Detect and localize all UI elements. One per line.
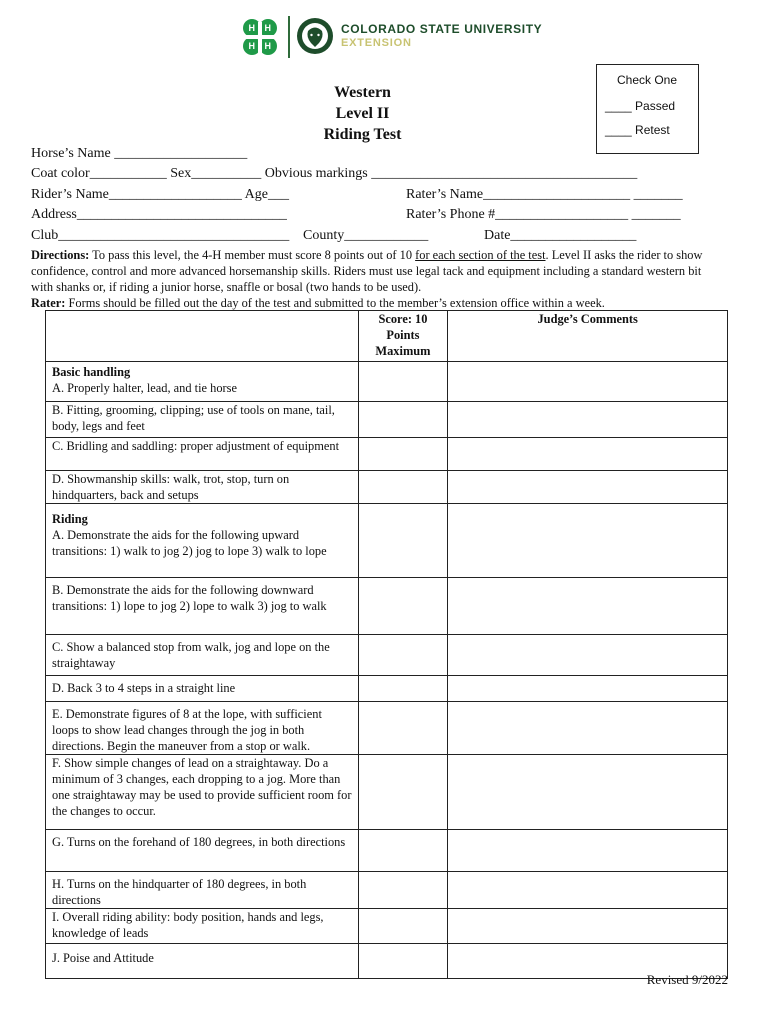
criterion-cell: C. Bridling and saddling: proper adjustment of equipment <box>46 438 359 471</box>
score-cell[interactable] <box>358 578 448 635</box>
rater-note <box>31 295 731 311</box>
rubric-table <box>45 310 728 979</box>
org-division: EXTENSION <box>341 37 412 49</box>
score-cell[interactable] <box>358 471 448 504</box>
header-blank-cell <box>46 311 359 362</box>
criterion-text: A. Properly halter, lead, and tie horse <box>52 381 237 395</box>
comments-cell[interactable] <box>448 830 728 872</box>
score-header-line-2: Points <box>386 328 420 342</box>
criterion-cell: H. Turns on the hindquarter of 180 degrees, in both directions <box>46 872 359 909</box>
comments-cell[interactable] <box>448 504 728 578</box>
table-row <box>46 755 728 830</box>
score-cell[interactable] <box>358 909 448 944</box>
date-field[interactable]: Date__________________ <box>484 228 637 243</box>
table-header-row <box>46 311 728 362</box>
address-field[interactable]: Address______________________________ <box>31 207 287 222</box>
table-row <box>46 872 728 909</box>
comments-cell[interactable] <box>448 702 728 755</box>
comments-cell[interactable] <box>448 635 728 676</box>
retest-option[interactable]: ____ Retest <box>605 123 670 137</box>
riding-heading: Riding <box>52 512 88 526</box>
table-row <box>46 944 728 979</box>
table-row <box>46 676 728 702</box>
table-row <box>46 830 728 872</box>
comments-cell[interactable] <box>448 755 728 830</box>
coat-sex-markings-field[interactable]: Coat color___________ Sex__________ Obvious markings ______________________________________ <box>31 166 638 181</box>
passed-option[interactable]: ____ Passed <box>605 99 676 113</box>
table-row <box>46 471 728 504</box>
revision-date: Revised 9/2022 <box>646 972 728 987</box>
four-h-clover-icon <box>238 17 282 59</box>
criterion-cell: F. Show simple changes of lead on a straightaway. Do a minimum of 3 changes, each dropping to a jog. More than one straightaway may be used to provide sufficient room for the changes to occur. <box>46 755 359 830</box>
comments-header: Judge’s Comments <box>448 311 728 362</box>
table-row <box>46 438 728 471</box>
check-one-box <box>596 64 699 154</box>
score-header <box>358 311 448 362</box>
score-cell[interactable] <box>358 755 448 830</box>
rater-phone-field[interactable]: Rater’s Phone #___________________ _______ <box>406 207 681 222</box>
score-cell[interactable] <box>358 702 448 755</box>
check-one-label: Check One <box>617 73 678 87</box>
table-row <box>46 635 728 676</box>
score-cell[interactable] <box>358 362 448 402</box>
table-row <box>46 702 728 755</box>
svg-text:H: H <box>264 23 271 33</box>
rider-name-age-field[interactable]: Rider’s Name___________________ Age___ <box>31 187 289 202</box>
score-cell[interactable] <box>358 635 448 676</box>
comments-cell[interactable] <box>448 578 728 635</box>
comments-cell[interactable] <box>448 872 728 909</box>
score-cell[interactable] <box>358 830 448 872</box>
page-title <box>300 82 425 145</box>
logo-divider <box>288 16 290 58</box>
criterion-cell: D. Showmanship skills: walk, trot, stop, turn on hindquarters, back and setups <box>46 471 359 504</box>
score-cell[interactable] <box>358 438 448 471</box>
title-line-3: Riding Test <box>323 126 402 143</box>
horse-name-field[interactable]: Horse’s Name ___________________ <box>31 146 248 161</box>
rater-name-field[interactable]: Rater’s Name_____________________ _______ <box>406 187 683 202</box>
directions-paragraph <box>31 247 711 295</box>
basic-handling-heading: Basic handling <box>52 365 131 379</box>
table-row <box>46 362 728 402</box>
criterion-cell: G. Turns on the forehand of 180 degrees, in both directions <box>46 830 359 872</box>
rater-text: Forms should be filled out the day of the test and submitted to the member’s extension office within a week. <box>65 296 605 310</box>
score-cell[interactable] <box>358 944 448 979</box>
directions-underlined: for each section of the test <box>415 248 546 262</box>
title-line-1: Western <box>334 84 391 101</box>
org-name: COLORADO STATE UNIVERSITY <box>341 22 543 36</box>
criterion-cell <box>46 362 359 402</box>
score-header-line-3: Maximum <box>375 344 431 358</box>
comments-cell[interactable] <box>448 471 728 504</box>
criterion-cell: B. Demonstrate the aids for the following downward transitions: 1) lope to jog 2) lope to walk 3) jog to walk <box>46 578 359 635</box>
rater-label: Rater: <box>31 296 66 310</box>
criterion-cell: B. Fitting, grooming, clipping; use of tools on mane, tail, body, legs and feet <box>46 402 359 438</box>
csu-ram-seal-icon <box>296 17 334 55</box>
criterion-cell <box>46 504 359 578</box>
score-cell[interactable] <box>358 504 448 578</box>
directions-text-2: . Level II asks the rider to show confidence, control and more advanced horsemanship skills. Riders must use legal tack and equipment including a standard western bit with shanks or, if riding a junior horse, snaffle or bosal (two hands to be used). <box>31 248 703 294</box>
criterion-cell: I. Overall riding ability: body position, hands and legs, knowledge of leads <box>46 909 359 944</box>
criterion-cell: D. Back 3 to 4 steps in a straight line <box>46 676 359 702</box>
table-row <box>46 578 728 635</box>
club-field[interactable]: Club_________________________________ <box>31 228 290 243</box>
score-header-line-1: Score: 10 <box>378 312 428 326</box>
title-line-2: Level II <box>335 105 390 122</box>
score-cell[interactable] <box>358 872 448 909</box>
score-cell[interactable] <box>358 402 448 438</box>
directions-label: Directions: <box>31 248 90 262</box>
svg-text:H: H <box>264 41 271 51</box>
svg-text:H: H <box>248 23 255 33</box>
table-row <box>46 402 728 438</box>
criterion-text: A. Demonstrate the aids for the following upward transitions: 1) walk to jog 2) jog to lope 3) walk to lope <box>52 528 327 558</box>
comments-cell[interactable] <box>448 362 728 402</box>
county-field[interactable]: County____________ <box>303 228 429 243</box>
criterion-cell: C. Show a balanced stop from walk, jog and lope on the straightaway <box>46 635 359 676</box>
comments-cell[interactable] <box>448 402 728 438</box>
criterion-cell: J. Poise and Attitude <box>46 944 359 979</box>
directions-text-1: To pass this level, the 4-H member must score 8 points out of 10 <box>89 248 416 262</box>
criterion-cell: E. Demonstrate figures of 8 at the lope, with sufficient loops to show lead changes through the jog in both directions. Begin the maneuver from a stop or walk. <box>46 702 359 755</box>
svg-text:H: H <box>248 41 255 51</box>
table-row <box>46 504 728 578</box>
comments-cell[interactable] <box>448 909 728 944</box>
table-row <box>46 909 728 944</box>
comments-cell[interactable] <box>448 438 728 471</box>
comments-cell[interactable] <box>448 676 728 702</box>
score-cell[interactable] <box>358 676 448 702</box>
